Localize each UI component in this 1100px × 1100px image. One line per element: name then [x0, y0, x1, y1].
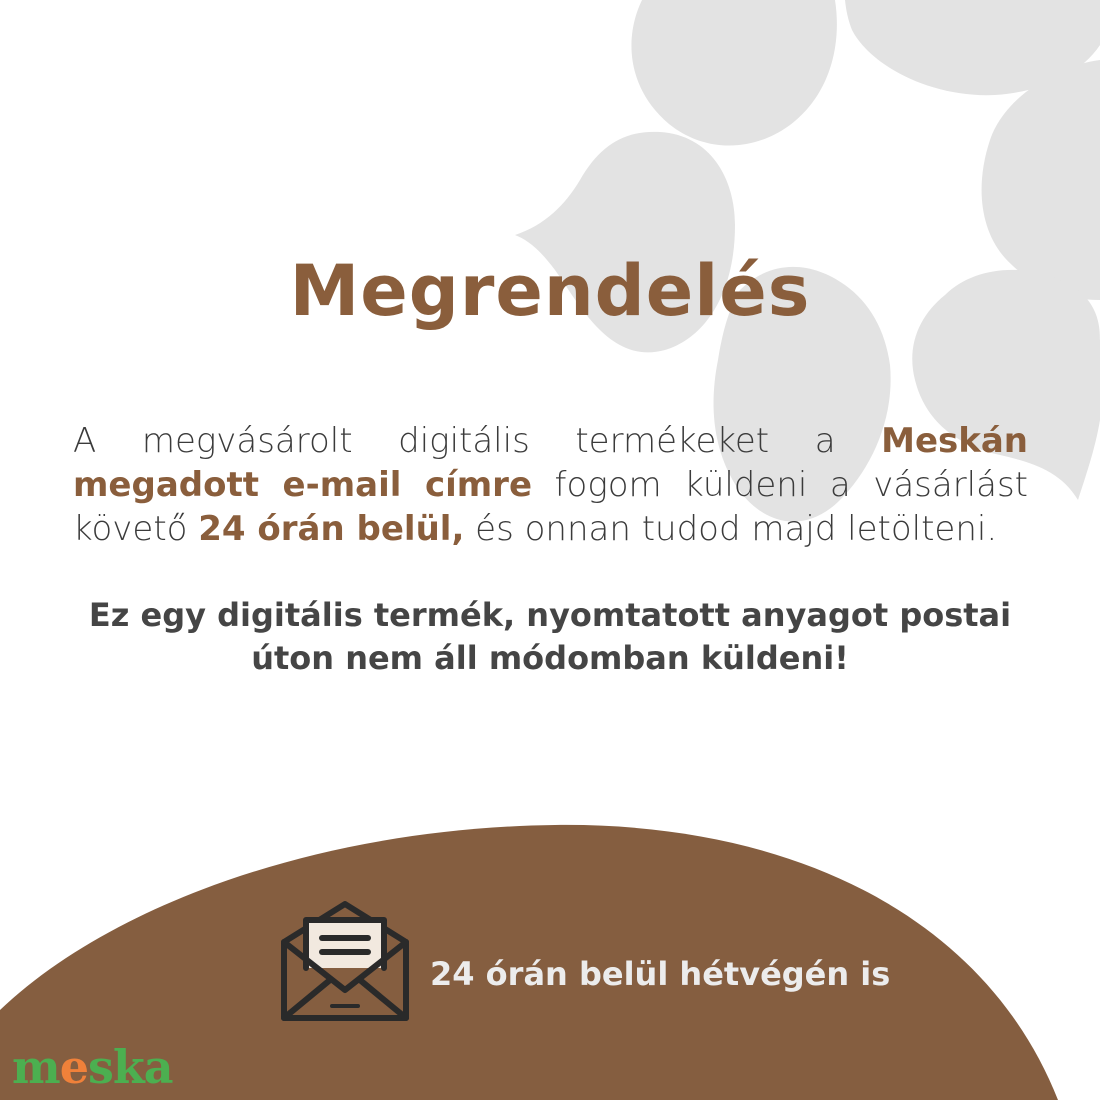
highlight-email-address: Meskán megadott e-mail címre	[73, 421, 1028, 505]
logo-letter: ska	[87, 1040, 173, 1094]
paragraph-text-part: és onnan tudod majd letölteni.	[464, 509, 998, 549]
logo-letter: m	[12, 1040, 60, 1094]
gray-blob	[631, 0, 836, 146]
order-info-paragraph	[73, 419, 1028, 551]
delivery-tagline: 24 órán belül hétvégén is	[430, 955, 891, 993]
highlight-delivery-time: 24 órán belül,	[198, 509, 465, 549]
logo-letter-accent: e	[59, 1040, 88, 1094]
digital-product-notice	[80, 594, 1020, 680]
envelope-letter-icon	[278, 900, 412, 1026]
meska-logo[interactable]	[12, 1040, 173, 1094]
notice-line: úton nem áll módomban küldeni!	[251, 639, 849, 677]
paragraph-text-part: A megvásárolt digitális termékeket a	[73, 421, 882, 461]
paragraph-text-part: fogom küldeni a vásárlást követő	[73, 465, 1029, 549]
notice-line: Ez egy digitális termék, nyomtatott anyagot postai	[88, 596, 1012, 634]
page-title: Megrendelés	[289, 250, 811, 332]
